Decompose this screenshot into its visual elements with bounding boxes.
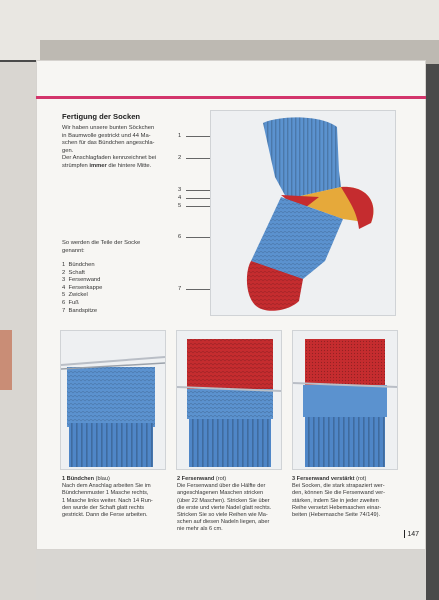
page-number-bar: [404, 530, 405, 538]
caption-line: Bündchenmuster 1 Masche rechts,: [62, 490, 149, 497]
caption-line: Nach dem Anschlag arbeiten Sie im: [62, 483, 151, 490]
caption-color: (rot): [215, 476, 227, 482]
step-photo-ribbing: [60, 330, 166, 470]
caption-line: Stricken Sie so viele Reihen wie Ma-: [177, 512, 268, 519]
part-label: Bündchen: [68, 262, 95, 268]
page-title: Fertigung der Socken: [62, 112, 141, 121]
parts-list-item: [62, 285, 102, 293]
callout-number: 1: [178, 133, 182, 139]
intro-text-part: die hintere Mitte.: [106, 162, 152, 169]
intro-line: Wir haben unsere bunten Söckchen: [62, 125, 155, 131]
reinforced-heel-illustration: [293, 331, 397, 469]
caption-reinforced-heel: [292, 476, 404, 519]
page-edge-tab: [0, 330, 12, 390]
caption-line: den, können Sie die Fersenwand ver-: [292, 490, 385, 497]
caption-line: den wurde der Schaft glatt rechts: [62, 504, 145, 511]
callout-number: 5: [178, 203, 182, 209]
page-bottom-shadow: [36, 550, 426, 600]
heel-flap-illustration: [177, 331, 281, 469]
sock-photo: [210, 110, 396, 316]
part-label: Fuß: [68, 299, 79, 306]
caption-color: (rot): [356, 476, 367, 482]
caption-color: (blau): [95, 476, 110, 482]
caption-line: schen auf diesen Nadeln liegen, aber: [177, 519, 270, 526]
caption-title: 2 Fersenwand: [177, 476, 215, 482]
caption-heading: [62, 476, 170, 483]
parts-intro-line: So werden die Teile der Socke: [62, 240, 141, 246]
parts-list-item: [62, 270, 102, 278]
intro-text: [62, 125, 180, 171]
part-label: Bandspitze: [68, 307, 98, 314]
parts-list-item: [62, 277, 102, 285]
caption-line: (über 22 Maschen). Stricken Sie über: [177, 497, 270, 504]
part-label: Zwickel: [68, 292, 88, 299]
callout-number: 4: [178, 195, 182, 201]
intro-line: schen für das Bündchen angeschla-: [62, 140, 155, 147]
parts-list: [62, 262, 102, 315]
caption-line: nie mehr als 6 cm.: [177, 526, 223, 533]
callout-number: 2: [178, 155, 182, 161]
caption-line: Die Fersenwand über die Hälfte der: [177, 483, 266, 490]
step-photo-reinforced-heel: [292, 330, 398, 470]
caption-ribbing: [62, 476, 170, 519]
callout-number: 7: [178, 286, 182, 292]
intro-line: Der Anschlagfaden kennzeichnet bei: [62, 155, 157, 162]
parts-list-item: [62, 300, 102, 308]
part-number: 7: [62, 307, 66, 314]
callout-number: 3: [178, 187, 182, 193]
caption-line: gestrickt. Dann die Ferse arbeiten.: [62, 512, 148, 519]
ribbing-illustration: [61, 331, 165, 469]
parts-intro: [62, 240, 182, 255]
part-label: Fersenwand: [68, 277, 101, 284]
caption-line: Bei Socken, die stark strapaziert wer-: [292, 483, 385, 490]
intro-line: in Baumwolle gestrickt und 44 Ma-: [62, 132, 151, 139]
page-number: [404, 530, 419, 538]
step-photo-heel-flap: [176, 330, 282, 470]
caption-heading: [177, 476, 289, 483]
caption-title: 1 Bündchen: [62, 476, 95, 482]
part-number: 3: [62, 277, 66, 284]
caption-line: stärken, indem Sie in jeder zweiten: [292, 497, 379, 504]
part-label: Fersenkappe: [68, 284, 103, 291]
part-number: 6: [62, 299, 66, 306]
caption-line: 1 Masche links weiter. Nach 14 Run-: [62, 497, 153, 504]
intro-line: [62, 163, 180, 171]
part-label: Schaft: [68, 269, 85, 276]
intro-line: gen.: [62, 147, 74, 154]
caption-line: beiten (Hebemasche Seite 74/149).: [292, 512, 381, 519]
header-accent-rule: [36, 96, 426, 99]
caption-heading: [292, 476, 404, 483]
caption-title: 3 Fersenwand verstärkt: [292, 476, 355, 482]
caption-line: angeschlagenen Maschen stricken: [177, 490, 264, 497]
parts-list-item: [62, 292, 102, 300]
caption-line: die erste und vierte Nadel glatt rechts.: [177, 504, 272, 511]
intro-emphasis: immer: [89, 162, 107, 169]
sock-illustration: [211, 111, 395, 315]
caption-line: Reihe versetzt Hebemaschen einar-: [292, 504, 382, 511]
intro-text-part: strümpfen: [62, 162, 90, 169]
part-number: 4: [62, 284, 66, 291]
caption-heel-flap: [177, 476, 289, 534]
parts-intro-line: genannt:: [62, 247, 85, 254]
part-number: 2: [62, 269, 66, 276]
callout-number: 6: [178, 234, 182, 240]
part-number: 1: [62, 262, 66, 268]
parts-list-item: [62, 308, 102, 316]
parts-list-item: [62, 262, 102, 270]
part-number: 5: [62, 292, 66, 299]
page-number-text: 147: [407, 530, 419, 538]
